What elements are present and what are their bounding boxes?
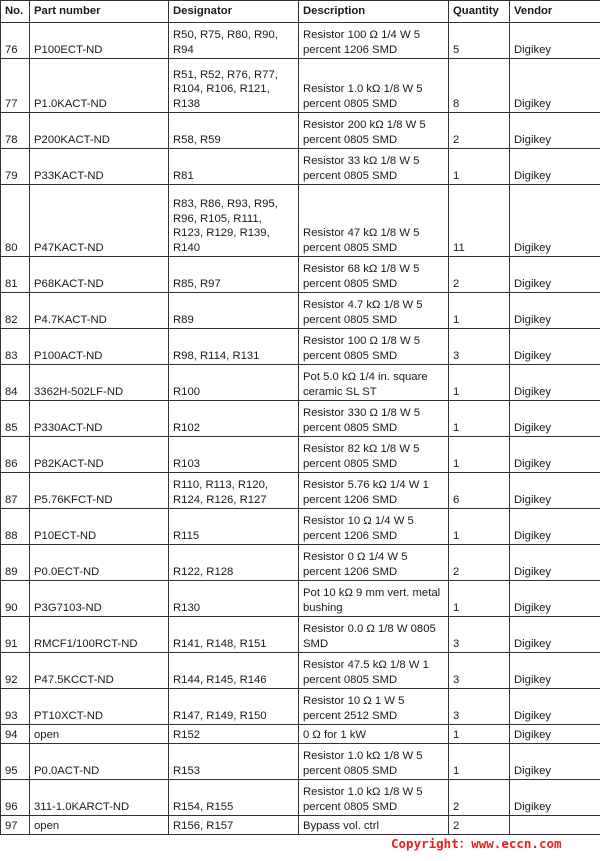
cell-description: Pot 5.0 kΩ 1/4 in. square ceramic SL ST: [299, 365, 449, 401]
cell-part-number: P1.0KACT-ND: [30, 59, 169, 113]
table-row: [1, 744, 600, 780]
cell-vendor: Digikey: [510, 149, 600, 185]
header-vendor: Vendor: [510, 1, 600, 23]
cell-description: Resistor 5.76 kΩ 1/4 W 1 percent 1206 SMD: [299, 473, 449, 509]
cell-part-number: P0.0ECT-ND: [30, 545, 169, 581]
cell-vendor: Digikey: [510, 725, 600, 744]
cell-vendor: Digikey: [510, 185, 600, 257]
cell-quantity: 6: [449, 473, 510, 509]
table-row: [1, 437, 600, 473]
cell-description: Resistor 10 Ω 1 W 5 percent 2512 SMD: [299, 689, 449, 725]
cell-designator: R130: [169, 581, 299, 617]
cell-no: 90: [1, 581, 30, 617]
table-row: [1, 365, 600, 401]
cell-part-number: PT10XCT-ND: [30, 689, 169, 725]
cell-designator: R50, R75, R80, R90, R94: [169, 23, 299, 59]
cell-quantity: 1: [449, 509, 510, 545]
copyright-watermark: Copyright：www.eccn.com: [391, 836, 562, 851]
cell-description: Resistor 10 Ω 1/4 W 5 percent 1206 SMD: [299, 509, 449, 545]
cell-no: 77: [1, 59, 30, 113]
table-row: [1, 23, 600, 59]
cell-designator: R98, R114, R131: [169, 329, 299, 365]
cell-designator: R85, R97: [169, 257, 299, 293]
cell-part-number: P100ECT-ND: [30, 23, 169, 59]
cell-designator: R89: [169, 293, 299, 329]
cell-description: Resistor 68 kΩ 1/8 W 5 percent 0805 SMD: [299, 257, 449, 293]
cell-part-number: P47.5KCCT-ND: [30, 653, 169, 689]
cell-vendor: Digikey: [510, 23, 600, 59]
cell-description: Resistor 100 Ω 1/4 W 5 percent 1206 SMD: [299, 23, 449, 59]
table-row: [1, 329, 600, 365]
cell-quantity: 8: [449, 59, 510, 113]
cell-no: 93: [1, 689, 30, 725]
cell-quantity: 2: [449, 545, 510, 581]
cell-part-number: P10ECT-ND: [30, 509, 169, 545]
cell-no: 87: [1, 473, 30, 509]
cell-no: 78: [1, 113, 30, 149]
cell-designator: R156, R157: [169, 816, 299, 835]
header-part-number: Part number: [30, 1, 169, 23]
cell-no: 89: [1, 545, 30, 581]
table-row: [1, 149, 600, 185]
cell-part-number: RMCF1/100RCT-ND: [30, 617, 169, 653]
table-row: [1, 113, 600, 149]
table-header-row: [1, 1, 600, 23]
cell-part-number: P200KACT-ND: [30, 113, 169, 149]
cell-designator: R141, R148, R151: [169, 617, 299, 653]
cell-description: Resistor 0.0 Ω 1/8 W 0805 SMD: [299, 617, 449, 653]
cell-designator: R51, R52, R76, R77, R104, R106, R121, R138: [169, 59, 299, 113]
cell-quantity: 2: [449, 780, 510, 816]
cell-description: Resistor 1.0 kΩ 1/8 W 5 percent 0805 SMD: [299, 780, 449, 816]
cell-part-number: P33KACT-ND: [30, 149, 169, 185]
cell-vendor: Digikey: [510, 581, 600, 617]
cell-description: Bypass vol. ctrl: [299, 816, 449, 835]
cell-part-number: P330ACT-ND: [30, 401, 169, 437]
cell-no: 81: [1, 257, 30, 293]
cell-no: 96: [1, 780, 30, 816]
cell-quantity: 2: [449, 257, 510, 293]
cell-quantity: 11: [449, 185, 510, 257]
table-row: [1, 617, 600, 653]
cell-designator: R103: [169, 437, 299, 473]
cell-vendor: Digikey: [510, 509, 600, 545]
cell-description: Pot 10 kΩ 9 mm vert. metal bushing: [299, 581, 449, 617]
cell-designator: R153: [169, 744, 299, 780]
header-quantity: Quantity: [449, 1, 510, 23]
cell-vendor: Digikey: [510, 59, 600, 113]
cell-vendor: Digikey: [510, 473, 600, 509]
cell-quantity: 1: [449, 437, 510, 473]
cell-part-number: P0.0ACT-ND: [30, 744, 169, 780]
table-row: [1, 780, 600, 816]
cell-quantity: 1: [449, 725, 510, 744]
cell-quantity: 1: [449, 293, 510, 329]
cell-no: 82: [1, 293, 30, 329]
table-row: [1, 185, 600, 257]
cell-quantity: 3: [449, 329, 510, 365]
cell-designator: R122, R128: [169, 545, 299, 581]
cell-no: 97: [1, 816, 30, 835]
cell-vendor: Digikey: [510, 744, 600, 780]
cell-part-number: P100ACT-ND: [30, 329, 169, 365]
table-row: [1, 545, 600, 581]
cell-vendor: Digikey: [510, 113, 600, 149]
cell-no: 79: [1, 149, 30, 185]
table-row: [1, 293, 600, 329]
cell-description: Resistor 330 Ω 1/8 W 5 percent 0805 SMD: [299, 401, 449, 437]
cell-part-number: P82KACT-ND: [30, 437, 169, 473]
cell-quantity: 1: [449, 744, 510, 780]
cell-description: Resistor 47.5 kΩ 1/8 W 1 percent 0805 SMD: [299, 653, 449, 689]
cell-part-number: P4.7KACT-ND: [30, 293, 169, 329]
table-body: [1, 23, 600, 835]
cell-vendor: Digikey: [510, 653, 600, 689]
header-no: No.: [1, 1, 30, 23]
cell-part-number: P3G7103-ND: [30, 581, 169, 617]
cell-no: 92: [1, 653, 30, 689]
table-row: [1, 653, 600, 689]
table-row: [1, 816, 600, 835]
cell-no: 95: [1, 744, 30, 780]
cell-designator: R110, R113, R120, R124, R126, R127: [169, 473, 299, 509]
header-designator: Designator: [169, 1, 299, 23]
cell-description: Resistor 4.7 kΩ 1/8 W 5 percent 0805 SMD: [299, 293, 449, 329]
table-row: [1, 689, 600, 725]
cell-designator: R144, R145, R146: [169, 653, 299, 689]
cell-part-number: open: [30, 816, 169, 835]
cell-no: 83: [1, 329, 30, 365]
cell-quantity: 1: [449, 401, 510, 437]
cell-designator: R81: [169, 149, 299, 185]
cell-vendor: Digikey: [510, 545, 600, 581]
table-row: [1, 473, 600, 509]
cell-vendor: Digikey: [510, 329, 600, 365]
cell-description: Resistor 82 kΩ 1/8 W 5 percent 0805 SMD: [299, 437, 449, 473]
cell-vendor: Digikey: [510, 365, 600, 401]
cell-quantity: 3: [449, 689, 510, 725]
cell-designator: R147, R149, R150: [169, 689, 299, 725]
cell-designator: R154, R155: [169, 780, 299, 816]
cell-no: 84: [1, 365, 30, 401]
cell-part-number: 311-1.0KARCT-ND: [30, 780, 169, 816]
cell-part-number: P5.76KFCT-ND: [30, 473, 169, 509]
cell-quantity: 3: [449, 617, 510, 653]
cell-quantity: 1: [449, 581, 510, 617]
table-row: [1, 59, 600, 113]
table-row: [1, 581, 600, 617]
cell-part-number: 3362H-502LF-ND: [30, 365, 169, 401]
cell-designator: R83, R86, R93, R95, R96, R105, R111, R123, R129, R139, R140: [169, 185, 299, 257]
table-row: [1, 725, 600, 744]
cell-description: Resistor 33 kΩ 1/8 W 5 percent 0805 SMD: [299, 149, 449, 185]
cell-no: 85: [1, 401, 30, 437]
cell-quantity: 1: [449, 149, 510, 185]
cell-no: 76: [1, 23, 30, 59]
cell-description: Resistor 1.0 kΩ 1/8 W 5 percent 0805 SMD: [299, 59, 449, 113]
cell-vendor: Digikey: [510, 257, 600, 293]
cell-quantity: 1: [449, 365, 510, 401]
cell-description: Resistor 1.0 kΩ 1/8 W 5 percent 0805 SMD: [299, 744, 449, 780]
cell-quantity: 5: [449, 23, 510, 59]
table-row: [1, 257, 600, 293]
table-row: [1, 509, 600, 545]
cell-quantity: 2: [449, 113, 510, 149]
cell-description: Resistor 47 kΩ 1/8 W 5 percent 0805 SMD: [299, 185, 449, 257]
cell-description: 0 Ω for 1 kW: [299, 725, 449, 744]
cell-part-number: P68KACT-ND: [30, 257, 169, 293]
table-row: [1, 401, 600, 437]
cell-vendor: Digikey: [510, 617, 600, 653]
header-description: Description: [299, 1, 449, 23]
cell-no: 86: [1, 437, 30, 473]
cell-designator: R152: [169, 725, 299, 744]
cell-designator: R100: [169, 365, 299, 401]
cell-description: Resistor 0 Ω 1/4 W 5 percent 1206 SMD: [299, 545, 449, 581]
cell-vendor: Digikey: [510, 437, 600, 473]
cell-designator: R115: [169, 509, 299, 545]
cell-vendor: Digikey: [510, 401, 600, 437]
cell-part-number: P47KACT-ND: [30, 185, 169, 257]
cell-description: Resistor 200 kΩ 1/8 W 5 percent 0805 SMD: [299, 113, 449, 149]
cell-no: 91: [1, 617, 30, 653]
cell-no: 80: [1, 185, 30, 257]
cell-vendor: Digikey: [510, 293, 600, 329]
cell-no: 88: [1, 509, 30, 545]
cell-quantity: 3: [449, 653, 510, 689]
cell-part-number: open: [30, 725, 169, 744]
cell-designator: R102: [169, 401, 299, 437]
cell-designator: R58, R59: [169, 113, 299, 149]
cell-vendor: Digikey: [510, 689, 600, 725]
cell-description: Resistor 100 Ω 1/8 W 5 percent 0805 SMD: [299, 329, 449, 365]
cell-vendor: [510, 816, 600, 835]
cell-no: 94: [1, 725, 30, 744]
cell-quantity: 2: [449, 816, 510, 835]
cell-vendor: Digikey: [510, 780, 600, 816]
